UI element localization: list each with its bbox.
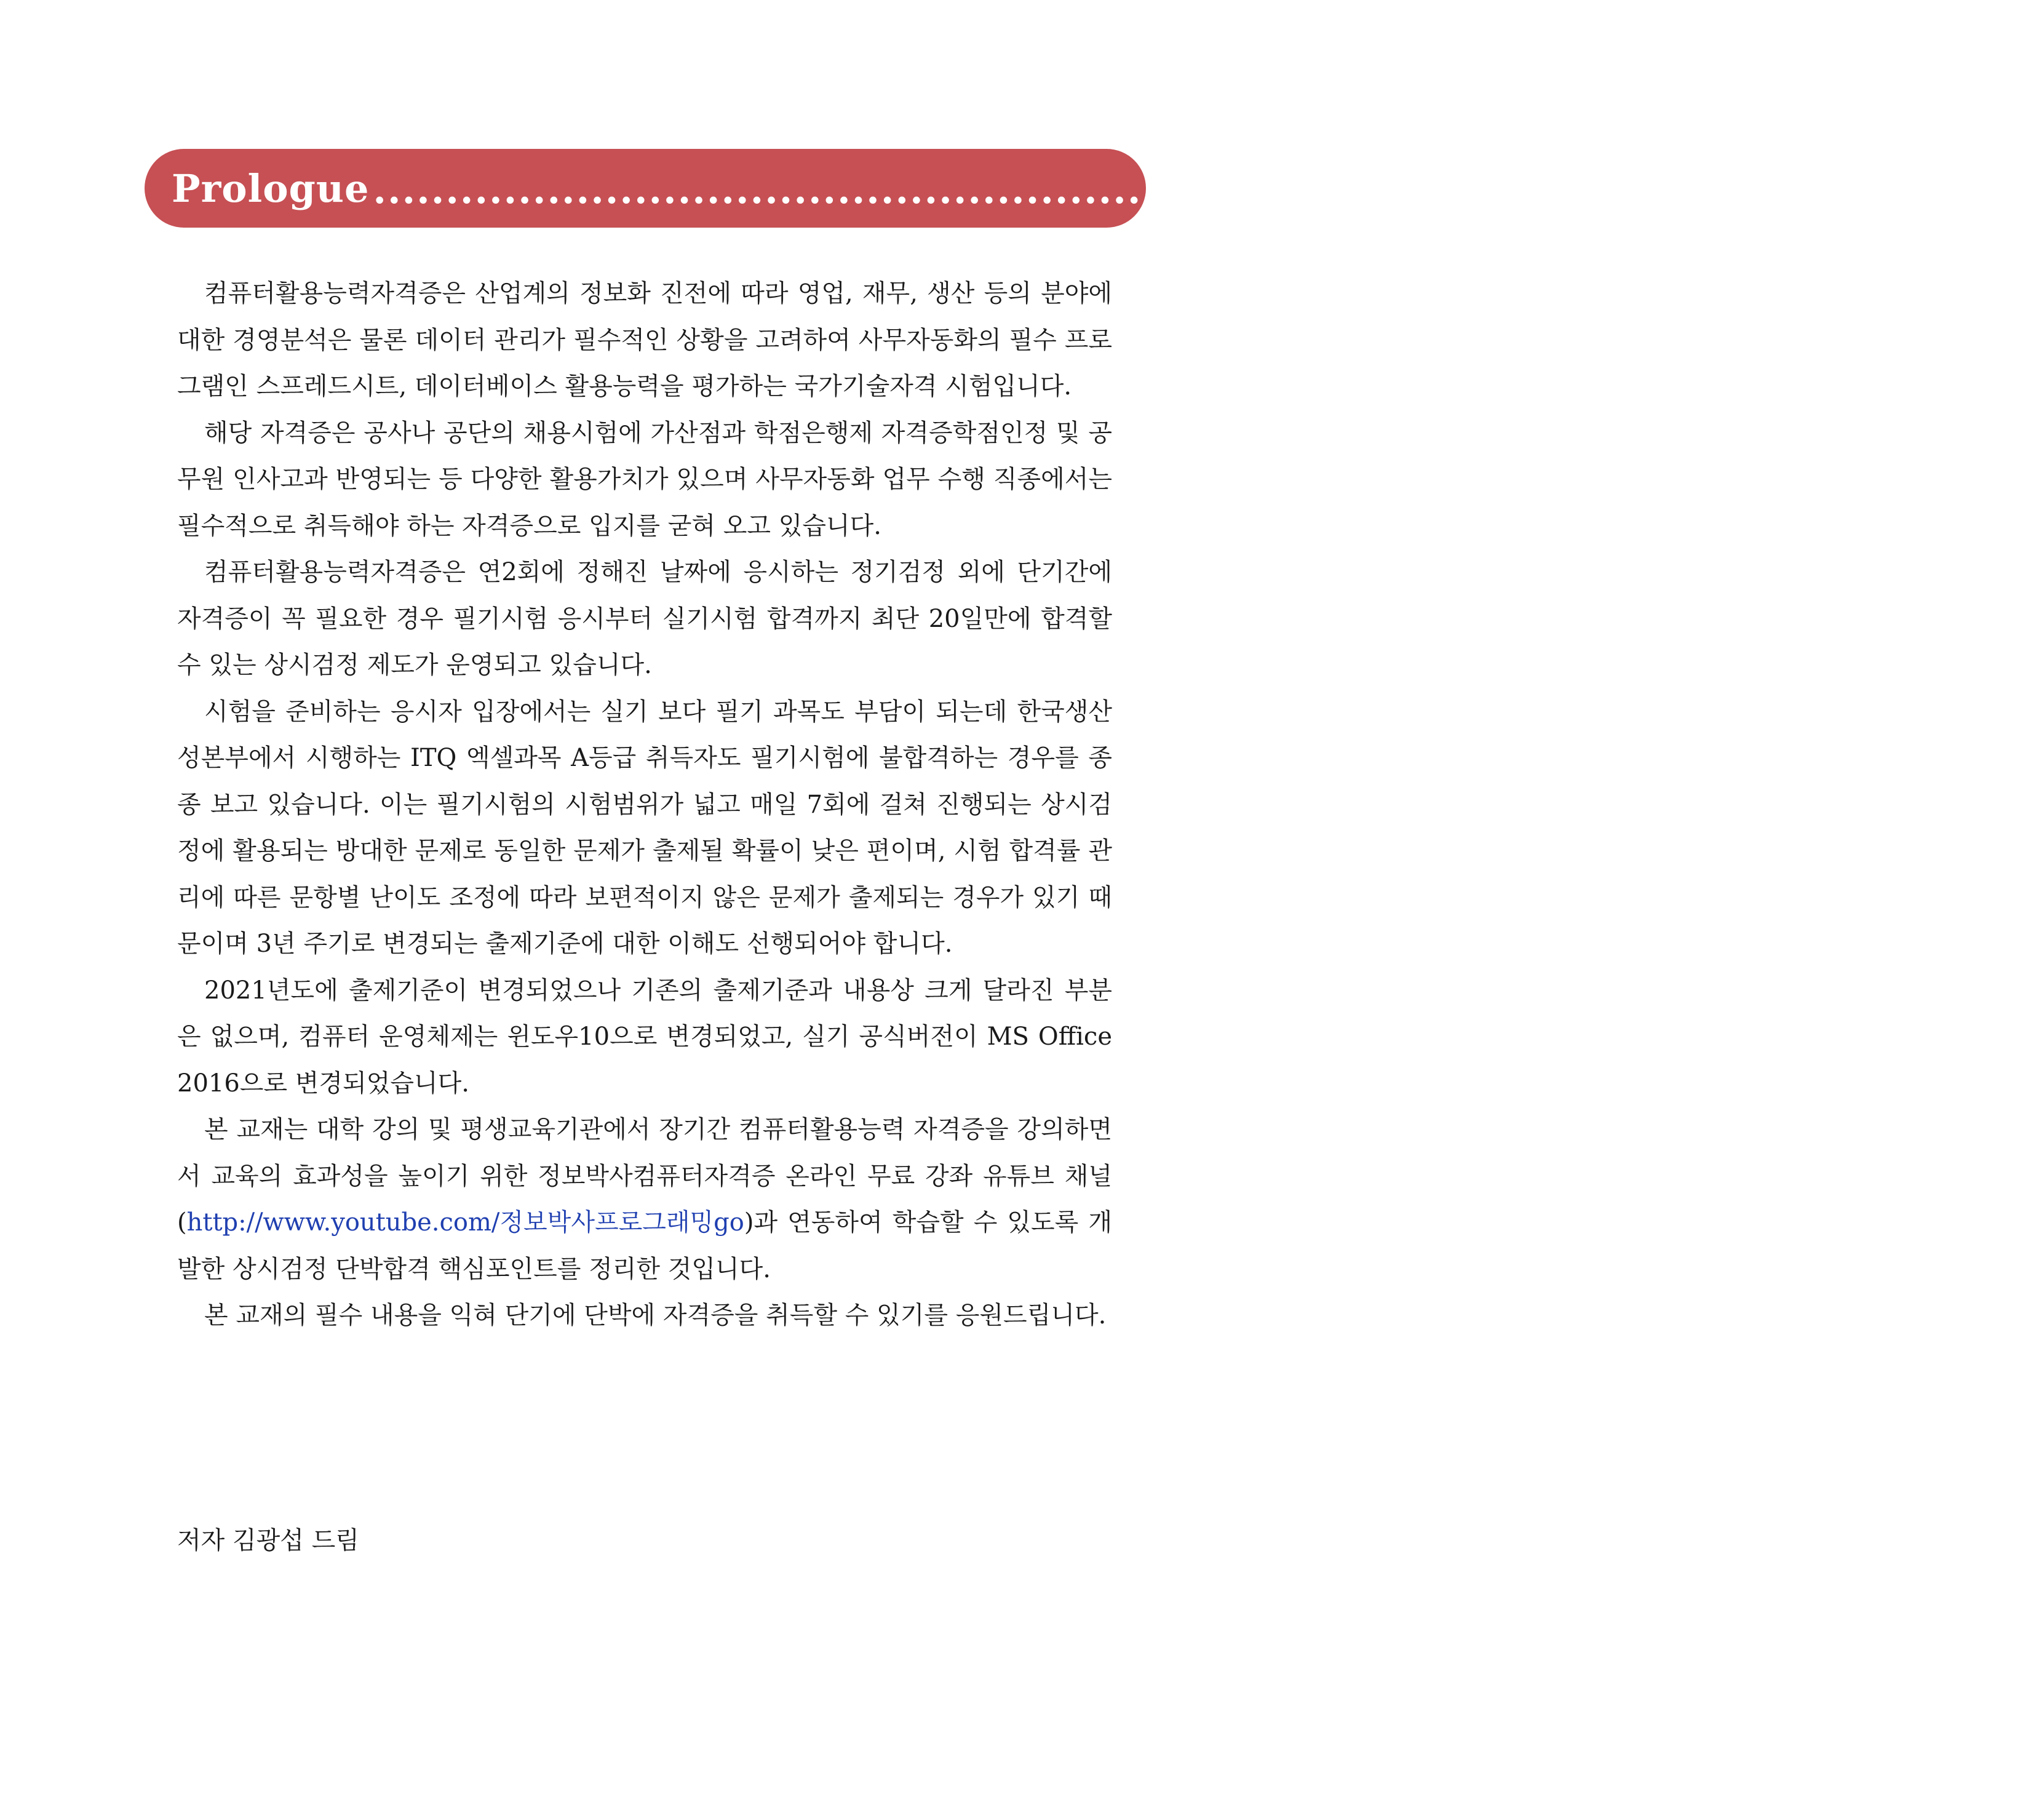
- paragraph-3: 컴퓨터활용능력자격증은 연2회에 정해진 날짜에 응시하는 정기검정 외에 단기간에 자격증이 꼭 필요한 경우 필기시험 응시부터 실기시험 합격까지 최단 20일만에 합격할 수 있는 상시검정 제도가 운영되고 있습니다.: [177, 558, 1112, 679]
- youtube-channel-link[interactable]: http://www.youtube.com/정보박사프로그래밍go: [186, 1208, 744, 1237]
- banner-korean-title: 서문: [1972, 170, 2044, 213]
- author-signature: 저자 김광섭 드림: [177, 1526, 359, 1555]
- prologue-banner: [145, 149, 2044, 228]
- paragraph-6-text-before: 본 교재는 대학 강의 및 평생교육기관에서 장기간 컴퓨터활용능력 자격증을 강의하면서 교육의 효과성을 높이기 위한 정보박사컴퓨터자격증 온라인 무료 강좌 유튜브 채널(: [177, 1115, 1112, 1237]
- paragraph-1: 컴퓨터활용능력자격증은 산업계의 정보화 진전에 따라 영업, 재무, 생산 등의 분야에 대한 경영분석은 물론 데이터 관리가 필수적인 상황을 고려하여 사무자동화의 필수 프로그램인 스프레드시트, 데이터베이스 활용능력을 평가하는 국가기술자격 시험입니다.: [177, 279, 1112, 401]
- paragraph-4: 시험을 준비하는 응시자 입장에서는 실기 보다 필기 과목도 부담이 되는데 한국생산성본부에서 시행하는 ITQ 엑셀과목 A등급 취득자도 필기시험에 불합격하는 경우를 종종 보고 있습니다. 이는 필기시험의 시험범위가 넓고 매일 7회에 걸쳐 진행되는 상시검정에 활용되는 방대한 문제로 동일한 문제가 출제될 확률이 낮은 편이며, 시험 합격률 관리에 따른 문항별 난이도 조정에 따라 보편적이지 않은 문제가 출제되는 경우가 있기 때문이며 3년 주기로 변경되는 출제기준에 대한 이해도 선행되어야 합니다.: [177, 697, 1112, 958]
- paragraph-6: [177, 1107, 1112, 1293]
- banner-dot-leader: ..............................................................................................................: [373, 167, 1969, 212]
- paragraph-2: 해당 자격증은 공사나 공단의 채용시험에 가산점과 학점은행제 자격증학점인정 및 공무원 인사고과 반영되는 등 다양한 활용가치가 있으며 사무자동화 업무 수행 직종에서는 필수적으로 취득해야 하는 자격증으로 입지를 굳혀 오고 있습니다.: [177, 418, 1112, 540]
- paragraph-7: 본 교재의 필수 내용을 익혀 단기에 단박에 자격증을 취득할 수 있기를 응원드립니다.: [204, 1301, 1107, 1330]
- banner-title: Prologue: [172, 165, 370, 211]
- prologue-body: [177, 271, 1112, 1339]
- paragraph-5: 2021년도에 출제기준이 변경되었으나 기존의 출제기준과 내용상 크게 달라진 부분은 없으며, 컴퓨터 운영체제는 윈도우10으로 변경되었고, 실기 공식버전이 MS Office 2016으로 변경되었습니다.: [177, 976, 1112, 1098]
- paragraph-6-text-after: )과 연동하여 학습할 수 있도록 개발한 상시검정 단박합격 핵심포인트를 정리한 것입니다.: [177, 1208, 1112, 1283]
